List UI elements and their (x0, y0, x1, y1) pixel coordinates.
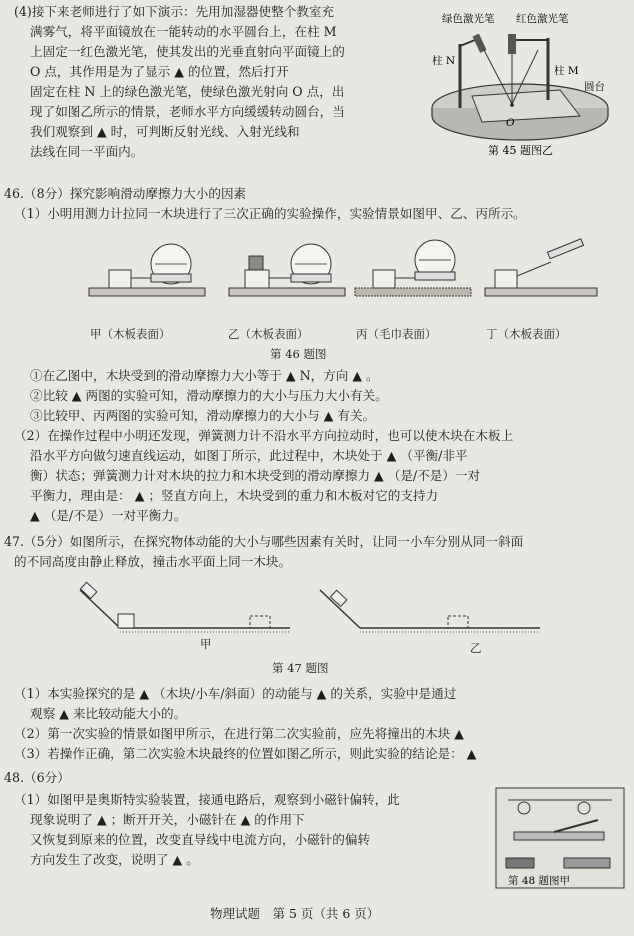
wire-stand (564, 858, 610, 868)
q46-sub-1: ①在乙图中，木块受到的滑动摩擦力大小等于 ▲ N，方向 ▲ 。 (30, 368, 379, 383)
ramp-setup-yi (320, 590, 540, 632)
plane-mirror (472, 90, 580, 122)
fig48-caption: 第 48 题图甲 (508, 875, 571, 887)
fig45-caption: 第 45 题图乙 (488, 144, 553, 157)
q46-part2-line-5: ▲ （是/不是）一对平衡力。 (30, 508, 187, 523)
label-bing: 丙（毛巾表面） (356, 327, 437, 341)
ramp-label-yi: 乙 (470, 641, 482, 655)
q47-sub-3: （3）若操作正确，第二次实验木块最终的位置如图乙所示，则此实验的结论是： ▲ (14, 746, 477, 761)
q46-part2-line-2: 沿水平方向做匀速直线运动，如图丁所示，此过程中，木块处于 ▲ （平衡/非平 (30, 448, 468, 463)
q45-line-3: 上固定一红色激光笔，使其发出的光垂直射向平面镜上的 (30, 44, 345, 59)
q45-line-1: (4)接下来老师进行了如下演示：先用加湿器使整个教室充 (14, 4, 335, 19)
q46-part2-line-3: 衡）状态；弹簧测力计对木块的拉力和木块受到的滑动摩擦力 ▲ （是/不是）一对 (30, 468, 481, 483)
q48-line-3: 又恢复到原来的位置，改变直导线中电流方向，小磁针的偏转 (30, 832, 371, 847)
q46-sub-2: ②比较 ▲ 两图的实验可知，滑动摩擦力的大小与压力大小有关。 (30, 388, 388, 403)
battery (506, 858, 534, 868)
ramp-setup-jia (80, 582, 290, 632)
q46-sub-3: ③比较甲、丙两图的实验可知，滑动摩擦力的大小与 ▲ 有关。 (30, 408, 376, 423)
q46-line-1: （1）小明用测力计拉同一木块进行了三次正确的实验操作，实验情景如图甲、乙、丙所示。 (14, 206, 526, 221)
pillar-m-label: 柱 M (554, 65, 579, 77)
base-board (514, 832, 604, 840)
q48-line-4: 方向发生了改变，说明了 ▲ 。 (30, 852, 199, 867)
label-jia: 甲（木板表面） (90, 327, 171, 341)
fig47-caption: 第 47 题图 (272, 661, 329, 675)
q45-line-4: O 点，其作用是为了显示 ▲ 的位置，然后打开 (30, 64, 289, 79)
red-pen-label: 红色激光笔 (516, 13, 569, 25)
setup-yi (229, 244, 345, 296)
q48-line-2: 现象说明了 ▲ ；断开开关，小磁针在 ▲ 的作用下 (30, 812, 305, 827)
q46-part2-line-1: （2）在操作过程中小明还发现，弹簧测力计不沿水平方向拉动时，也可以使木块在木板上 (14, 428, 514, 443)
oersted-figure (494, 786, 626, 890)
q47-line-2: 的不同高度由静止释放，撞击水平面上同一木块。 (14, 554, 292, 569)
friction-figure (85, 228, 605, 324)
label-yi: 乙（木板表面） (228, 327, 309, 341)
q47-line-1: 47.（5分）如图所示，在探究物体动能的大小与哪些因素有关时，让同一小车分别从同一斜面 (4, 534, 524, 549)
page-footer: 物理试题 第 5 页（共 6 页） (210, 906, 380, 921)
setup-ding (485, 239, 597, 296)
ramp-label-jia: 甲 (200, 637, 212, 651)
pillar-n-label: 柱 N (432, 55, 456, 67)
q48-heading: 48.（6分） (4, 770, 70, 785)
green-pen-label: 绿色激光笔 (442, 13, 495, 25)
q46-part2-line-4: 平衡力，理由是： ▲ ；竖直方向上，木块受到的重力和木板对它的支持力 (30, 488, 439, 503)
q45-line-2: 满雾气，将平面镜放在一能转动的水平圆台上，在柱 M (30, 24, 337, 39)
q45-line-5: 固定在柱 N 上的绿色激光笔，使绿色激光射向 O 点，出 (30, 84, 345, 99)
q45-line-8: 法线在同一平面内。 (30, 144, 144, 159)
q45-line-6: 现了如图乙所示的情景，老师水平方向缓缓转动圆台，当 (30, 104, 345, 119)
label-ding: 丁（木板表面） (486, 327, 567, 341)
ramp-figure (70, 580, 610, 660)
q48-line-1: （1）如图甲是奥斯特实验装置，接通电路后，观察到小磁针偏转，此 (14, 792, 400, 807)
turntable-label: 圆台 (584, 81, 605, 93)
q47-sub-2: （2）第一次实验的情景如图甲所示，在进行第二次实验前，应先将撞出的木块 ▲ (14, 726, 464, 741)
q47-sub-1b: 观察 ▲ 来比较动能大小的。 (30, 706, 187, 721)
setup-bing (355, 240, 471, 296)
setup-jia (89, 244, 205, 296)
point-o-label: O (506, 117, 515, 129)
point-o (510, 103, 514, 107)
q45-line-7: 我们观察到 ▲ 时，可判断反射光线、入射光线和 (30, 124, 300, 139)
laser-turntable-figure (420, 8, 620, 158)
fig46-caption: 第 46 题图 (270, 347, 327, 361)
q46-heading: 46.（8分）探究影响滑动摩擦力大小的因素 (4, 186, 247, 201)
q47-sub-1: （1）本实验探究的是 ▲ （木块/小车/斜面）的动能与 ▲ 的关系，实验中是通过 (14, 686, 457, 701)
red-laser-pen (508, 34, 516, 54)
